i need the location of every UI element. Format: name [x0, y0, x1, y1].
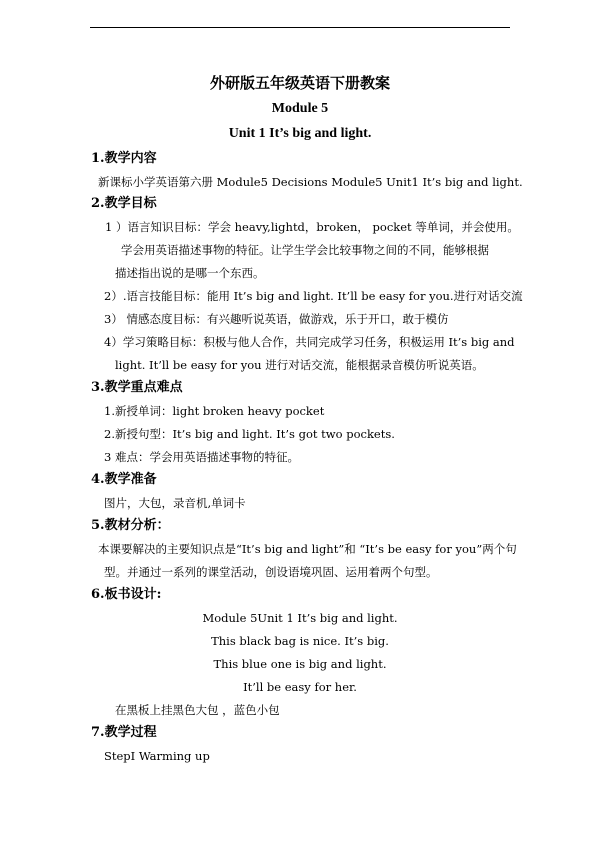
section-3-line: 1.新授单词：light broken heavy pocket	[104, 404, 325, 418]
section-4-line: 图片，大包，录音机,单词卡	[104, 496, 246, 510]
module-title: Module 5	[271, 101, 329, 116]
board-note: 在黑板上挂黑色大包 ，蓝色小包	[115, 703, 280, 717]
section-7-line: StepⅠ Warming up	[104, 749, 210, 763]
section-5-line: 本课要解决的主要知识点是“It’s big and light”和 “It’s be easy for you”两个句	[98, 542, 517, 556]
board-line: This blue one is big and light.	[213, 657, 387, 671]
unit-title: Unit 1 It’s big and light.	[228, 126, 372, 141]
section-1-line: 新课标小学英语第六册 Module5 Decisions Module5 Unit1 It’s big and light.	[98, 175, 523, 189]
board-line: It’ll be easy for her.	[243, 680, 357, 694]
section-6-heading: 6.板书设计:	[91, 587, 162, 602]
section-2-line: 学会用英语描述事物的特征。让学生学会比较事物之间的不同，能够根据	[121, 243, 489, 257]
board-line: Module 5Unit 1 It’s big and light.	[202, 611, 398, 625]
section-2-line: 1 ）语言知识目标：学会 heavy,lightd，broken， pocket 等单词，并会使用。	[105, 220, 519, 234]
section-2-line: 2）.语言技能目标：能用 It’s big and light. It’ll be easy for you.进行对话交流	[104, 289, 523, 303]
section-4-heading: 4.教学准备	[91, 472, 157, 487]
section-5-heading: 5.教材分析：	[91, 518, 170, 533]
header-rule	[90, 27, 510, 28]
section-2-line: light. It’ll be easy for you 进行对话交流，能根据录音模仿听说英语。	[115, 358, 484, 372]
section-7-heading: 7.教学过程	[91, 725, 157, 740]
section-2-heading: 2.教学目标	[91, 196, 157, 211]
section-3-heading: 3.教学重点难点	[91, 380, 183, 395]
section-2-line: 3） 情感态度目标：有兴趣听说英语，做游戏，乐于开口，敢于模仿	[104, 312, 449, 326]
section-3-line: 3 难点：学会用英语描述事物的特征。	[104, 450, 299, 464]
section-1-heading: 1.教学内容	[91, 151, 157, 166]
section-2-line: 描述指出说的是哪一个东西。	[115, 266, 265, 280]
section-5-line: 型。并通过一系列的课堂活动，创设语境巩固、运用着两个句型。	[104, 565, 438, 579]
board-line: This black bag is nice. It’s big.	[211, 634, 389, 648]
document-title: 外研版五年级英语下册教案	[209, 74, 390, 92]
section-2-line: 4）学习策略目标：积极与他人合作，共同完成学习任务，积极运用 It’s big and	[104, 335, 515, 349]
section-3-line: 2.新授句型：It’s big and light. It’s got two pockets.	[104, 427, 395, 441]
